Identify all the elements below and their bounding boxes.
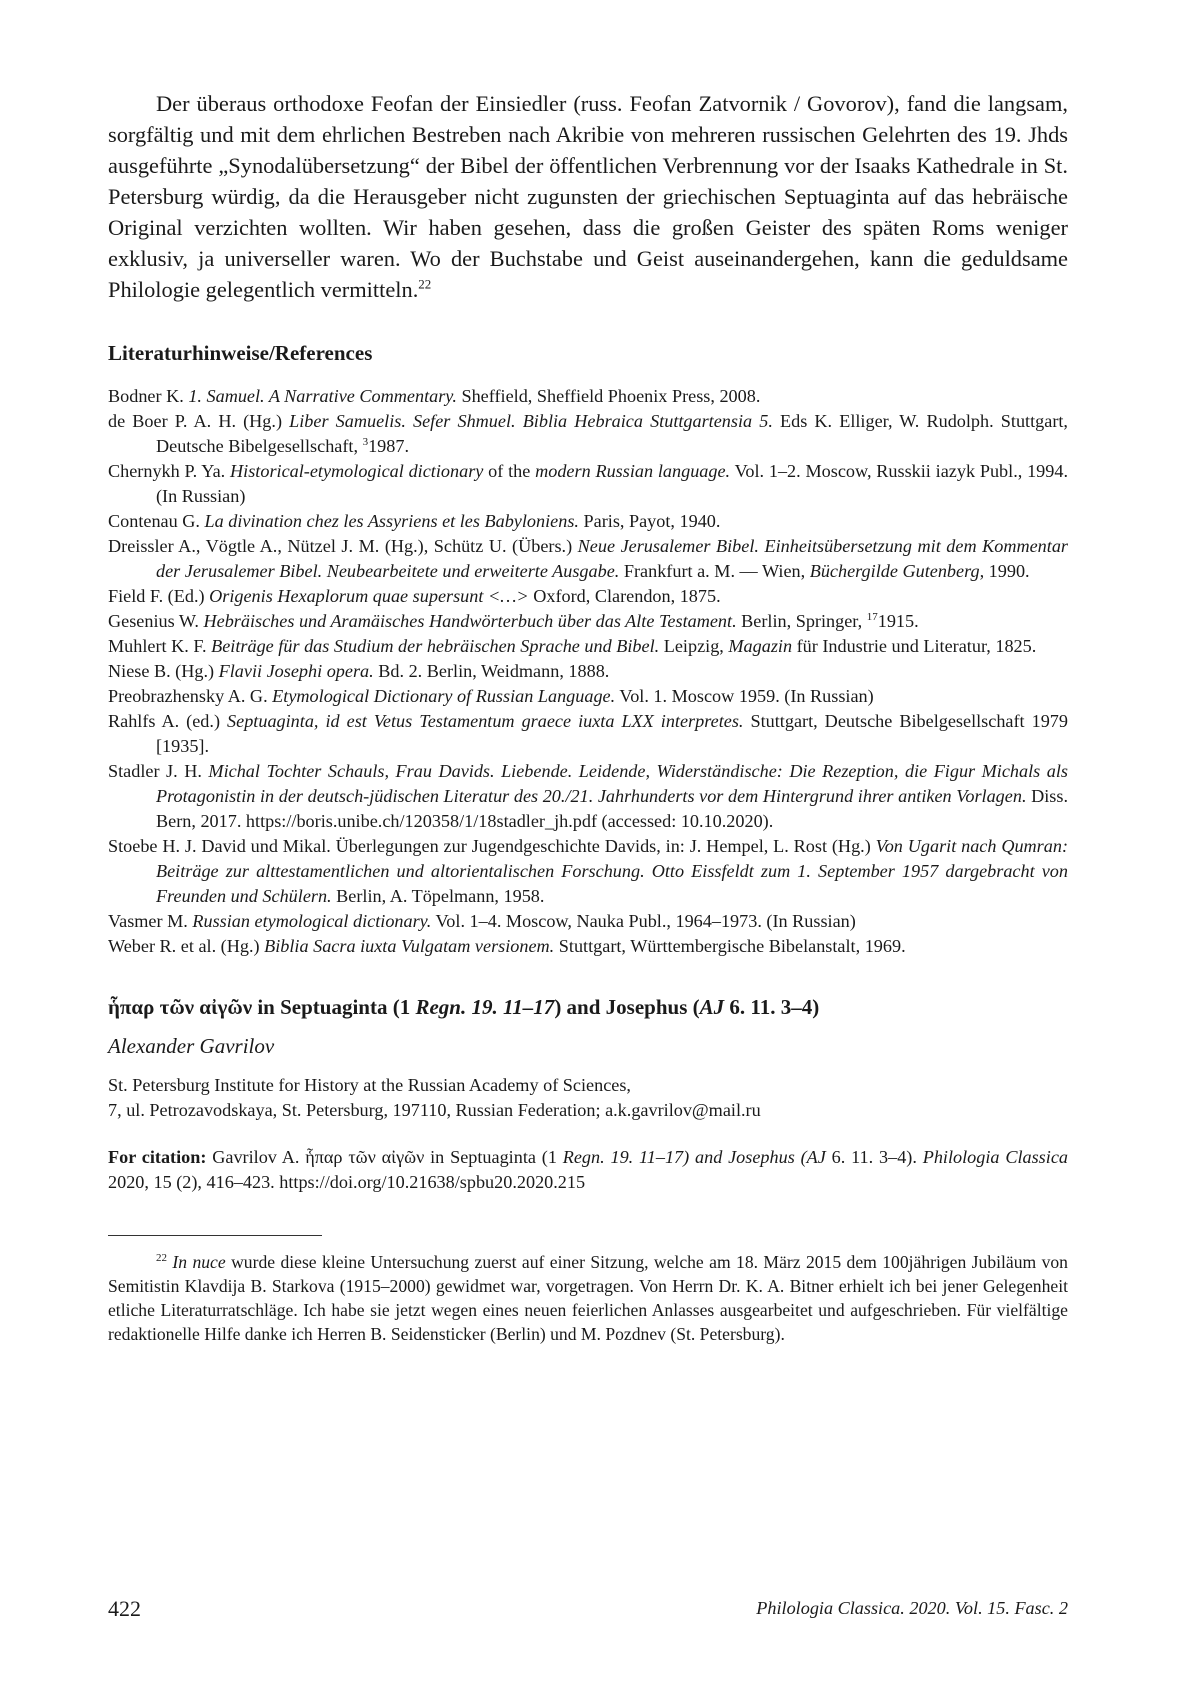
reference-item: Contenau G. La divination chez les Assyriens et les Babyloniens. Paris, Payot, 1940.: [108, 511, 721, 531]
reference-item: Field F. (Ed.) Origenis Hexaplorum quae supersunt <…> Oxford, Clarendon, 1875.: [108, 586, 721, 606]
reference-item: Muhlert K. F. Beiträge für das Studium der hebräischen Sprache und Bibel. Leipzig, Magazin für Industrie und Literatur, 1825.: [108, 636, 1037, 656]
reference-item: Bodner K. 1. Samuel. A Narrative Commentary. Sheffield, Sheffield Phoenix Press, 2008.: [108, 386, 761, 406]
running-footer: Philologia Classica. 2020. Vol. 15. Fasc. 2: [756, 1598, 1068, 1618]
reference-item: Vasmer M. Russian etymological dictionary. Vol. 1–4. Moscow, Nauka Publ., 1964–1973. (In Russian): [108, 911, 856, 931]
footnote-marker: 22: [156, 1252, 167, 1265]
footnote-ref-marker[interactable]: 22: [418, 276, 432, 292]
page-content: [108, 88, 1068, 1346]
author-affiliation: [108, 1073, 1068, 1123]
reference-item: Chernykh P. Ya. Historical-etymological dictionary of the modern Russian language. Vol. 1–2. Moscow, Russkii iazyk Publ., 1994. (In Russian): [108, 461, 1069, 506]
reference-item: Niese B. (Hg.) Flavii Josephi opera. Bd. 2. Berlin, Weidmann, 1888.: [108, 661, 610, 681]
article-author: Alexander Gavrilov: [108, 1034, 275, 1058]
reference-item: Rahlfs A. (ed.) Septuaginta, id est Vetus Testamentum graece iuxta LXX interpretes. Stuttgart, Deutsche Bibelgesellschaft 1979 [1935].: [108, 711, 1068, 756]
references-heading: Literaturhinweise/References: [108, 341, 373, 365]
page-number: 422: [108, 1596, 141, 1621]
affiliation-line: St. Petersburg Institute for History at the Russian Academy of Sciences,: [108, 1075, 631, 1095]
reference-item: Stoebe H. J. David und Mikal. Überlegungen zur Jugendgeschichte Davids, in: J. Hempel, L. Rost (Hg.) Von Ugarit nach Qumran: Beiträge zur alttestamentlichen und altorientalischen Forschung. Otto Eissfeldt zum 1. September 1957 dargebracht von Freunden und Schülern. Berlin, A. Töpelmann, 1958.: [108, 836, 1069, 906]
affiliation-address-line: 7, ul. Petrozavodskaya, St. Petersburg, 197110, Russian Federation; a.k.gavrilov@mail.ru: [108, 1100, 761, 1120]
footnote: $^{22}$ In nuce wurde diese kleine Untersuchung zuerst auf einer Sitzung, welche am 18. März 2015 dem 100jährigen Jubiläum von Semitistin Klavdija B. Starkova (1915–2000) gewidmet war, vorgetragen. Von Herrn Dr. K. A. Bitner erhielt ich bei jener Gelegenheit etliche Literaturratschläge. Ich habe sie jetzt wegen eines neuen feierlichen Anlasses ausgearbeitet und aufgeschrieben. Für vielfältige redaktionelle Hilfe danke ich Herren B. Seidensticker (Berlin) und M. Pozdnev (St. Petersburg).: [108, 1252, 1068, 1344]
reference-item: Stadler J. H. Michal Tochter Schauls, Frau Davids. Liebende. Leidende, Widerständische: Die Rezeption, die Figur Michals als Protagonistin in der deutsch-jüdischen Literatur des 20./21. Jahrhunderts vor dem Hintergrund ihrer antiken Vorlagen. Diss. Bern, 2017. https://boris.unibe.ch/120358/1/18stadler_jh.pdf (accessed: 10.10.2020).: [108, 761, 1069, 831]
reference-list: [108, 384, 1068, 959]
footnote-divider: [108, 1235, 322, 1236]
citation-label: For citation:: [108, 1147, 207, 1167]
reference-item: de Boer P. A. H. (Hg.) Liber Samuelis. Sefer Shmuel. Biblia Hebraica Stuttgartensia 5. Eds K. Elliger, W. Rudolph. Stuttgart, Deutsche Bibelgesellschaft, $^3$1987.: [108, 411, 1068, 456]
reference-item: Preobrazhensky A. G. Etymological Dictionary of Russian Language. Vol. 1. Moscow 1959. (In Russian): [108, 686, 874, 706]
article-title: ἧπαρ τῶν αἰγῶν in Septuaginta (1 Regn. 19. 11–17) and Josephus (AJ 6. 11. 3–4): [108, 995, 820, 1019]
reference-item: Gesenius W. Hebräisches und Aramäisches Handwörterbuch über das Alte Testament. Berlin, Springer, $^{17}$1915.: [108, 610, 919, 631]
reference-item: Weber R. et al. (Hg.) Biblia Sacra iuxta Vulgatam versionem. Stuttgart, Württembergische Bibelanstalt, 1969.: [108, 936, 906, 956]
citation-block: For citation: Gavrilov A. ἧπαρ τῶν αἰγῶν in Septuaginta (1 Regn. 19. 11–17) and Josephus (AJ 6. 11. 3–4). Philologia Classica 2020, 15 (2), 416–423. https://doi.org/10.21638/spbu20.2020.215: [108, 1147, 1068, 1192]
reference-item: Dreissler A., Vögtle A., Nützel J. M. (Hg.), Schütz U. (Übers.) Neue Jerusalemer Bibel. Einheitsübersetzung mit dem Kommentar der Jerusalemer Bibel. Neubearbeitete und erweiterte Ausgabe. Frankfurt a. M. — Wien, Büchergilde Gutenberg, 1990.: [108, 536, 1068, 581]
citation-doi[interactable]: 2020, 15 (2), 416–423. https://doi.org/10.21638/spbu20.2020.215: [108, 1172, 586, 1192]
body-paragraph-text: Der überaus orthodoxe Feofan der Einsiedler (russ. Feofan Zatvornik / Govorov), fand die langsam, sorgfältig und mit dem ehrlichen Bestreben nach Akribie von mehreren russischen Gelehrten des 19. Jhds ausgeführte „Synodalübersetzung“ der Bibel der öffentlichen Verbrennung vor der Isaaks Kathedrale in St. Petersburg würdig, da die Herausgeber nicht zugunsten der griechischen Septuaginta auf das hebräische Original verzichten wollten. Wir haben gesehen, dass die großen Geister des späten Roms weniger exklusiv, ja universeller waren. Wo der Buchstabe und Geist auseinandergehen, kann die geduldsame Philologie gelegentlich vermitteln.: [108, 91, 1068, 302]
body-paragraph: [108, 88, 1068, 305]
page-footer: [108, 1596, 1068, 1624]
